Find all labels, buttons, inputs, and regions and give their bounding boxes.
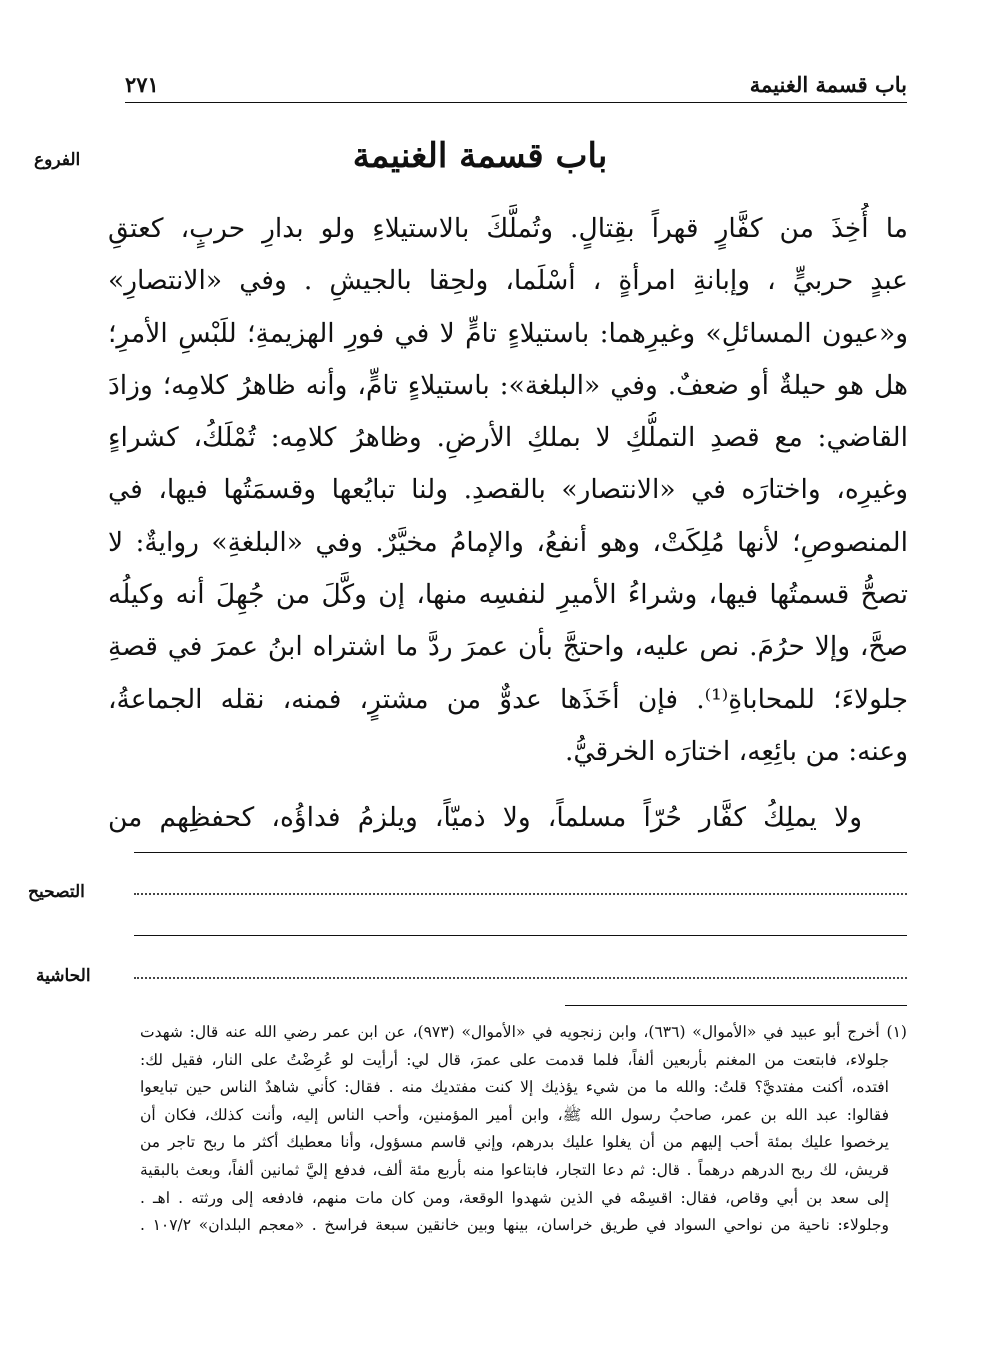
side-label-furu: الفروع bbox=[34, 150, 81, 170]
footnote-line: افتده، أكنت مفتديَّ؟ قلتُ: والله ما من شيء يؤذيك إلا كنت مفتديك منه . فقال: كأني شاهدٌ الناس حين تبايعوا bbox=[140, 1078, 889, 1097]
main-line: و«عيون المسائلِ» وغيرِهما: باستيلاءٍ تامٍّ لا في فورِ الهزيمةِ؛ للَبْسِ الأمرِ؛ bbox=[108, 317, 908, 349]
main-line: ما أُخِذَ من كفَّارٍ قهراً بقِتالٍ. وتُملَّكَ بالاستيلاءِ ولو بدارِ حربٍ، كعتقِ bbox=[108, 213, 908, 244]
footnote-line: (١) أخرج أبو عبيد في «الأموال» (٦٣٦)، وابن زنجويه في «الأموال» (٩٧٣)، عن ابن عمر رضي الله عنه قال: شهدت bbox=[140, 1023, 907, 1041]
main-text bbox=[108, 203, 908, 845]
main-line: وغيرِه، واختارَه في «الانتصار» بالقصدِ. ولنا تبايُعها وقسمَتُها فيها، في bbox=[108, 474, 908, 506]
page-number: ٢٧١ bbox=[125, 72, 159, 97]
footnote-line: وجلولاء: ناحية من نواحي السواد في طريق خراسان، بينها وبين خانقين سبعة فراسخ . «معجم البلدان» ١٠٧/٢ . bbox=[140, 1216, 890, 1235]
footnote-line: يرخصوا عليك بمئة أحب إليهم من أن يغلوا عليك بدرهم، وإني قاسم مسؤول، وأنا معطيك أكثر ما ربح تاجر من bbox=[140, 1133, 889, 1152]
tashih-dotted-line bbox=[134, 893, 907, 895]
footnote-separator-rule bbox=[565, 1005, 907, 1006]
main-line: عبدٍ حربيٍّ ، وإبانةِ امرأةٍ ، أسْلَما، ولحِقا بالجيشِ . وفي «الانتصارِ» bbox=[108, 265, 908, 297]
running-header bbox=[125, 70, 907, 104]
footnote-line: قريش، لك ربح الدرهم درهماً . قال: ثم دعا التجار، فابتاعوا منه بأربع مئة ألف، فدفع إليَّ ثمانين ألفاً، وبعث بالبقية bbox=[140, 1160, 890, 1179]
main-line: وعنه: من بائِعِه، اختارَه الخرقيُّ. bbox=[564, 735, 908, 767]
header-rule bbox=[125, 102, 907, 103]
footnote-line: جلولاء، فابتعت من المغنم بأربعين ألفاً، فلما قدمت على عمرَ، قال لي: أرأيت لو عُرِضْتُ على النار، فقيل لك: bbox=[140, 1050, 889, 1069]
main-line: المنصوصِ؛ لأنها مُلِكَتْ، وهو أنفعُ، والإمامُ مخيَّرٌ. وفي «البلغةِ» روايةٌ: لا bbox=[108, 526, 908, 558]
main-line: صحَّ، وإلا حرُمَ. نص عليه، واحتجَّ بأن عمرَ ردَّ ما اشتراه ابنُ عمرَ في قصةِ bbox=[108, 631, 908, 663]
main-line: هل هو حيلةٌ أو ضعفٌ. وفي «البلغة»: باستيلاءٍ تامٍّ، وأنه ظاهرُ كلامِه؛ وزادَ bbox=[108, 369, 908, 401]
main-text-end-rule bbox=[134, 852, 907, 853]
main-line: تصحُّ قسمتُها فيها، وشراءُ الأميرِ لنفسِه منها، إن وكَّلَ من جُهِلَ أنه وكيلُه bbox=[108, 579, 908, 611]
side-label-hashiya: الحاشية bbox=[36, 966, 91, 986]
footnote-line: فقالوا: عبد الله بن عمر، صاحبُ رسول الله ﷺ، وابن أمير المؤمنين، وأحب الناس إليه، وأنت كذلك، فكان أن bbox=[140, 1105, 889, 1124]
footnotes bbox=[140, 1019, 907, 1240]
chapter-title: باب قسمة الغنيمة bbox=[352, 136, 608, 176]
side-label-tashih: التصحيح bbox=[28, 882, 85, 902]
section-divider-rule bbox=[134, 935, 907, 936]
main-line: جلولاءَ؛ للمحاباةِ⁽¹⁾. فإن أخَذَها عدوٌّ من مشترٍ، فمنه، نقله الجماعةُ، bbox=[108, 683, 908, 715]
main-line: القاضي: مع قصدِ التملُّكِ لا بملكِ الأرضِ. وظاهرُ كلامِه: تُمْلَكُ، كشراءٍ bbox=[108, 422, 908, 454]
running-title: باب قسمة الغنيمة bbox=[749, 72, 907, 97]
hashiya-dotted-line bbox=[134, 977, 907, 979]
main-line: ولا يملِكُ كفَّار حُرّاً مسلماً، ولا ذميّاً، ويلزمُ فداؤُه، كحفظِهم من bbox=[108, 802, 862, 834]
footnote-line: إلى سعد بن أبي وقاص، فقال: اقسِمْه في الذين شهدوا الوقعة، ومن كان مات منهم، فادفعه إلى ورثته . اهـ . bbox=[140, 1188, 889, 1207]
